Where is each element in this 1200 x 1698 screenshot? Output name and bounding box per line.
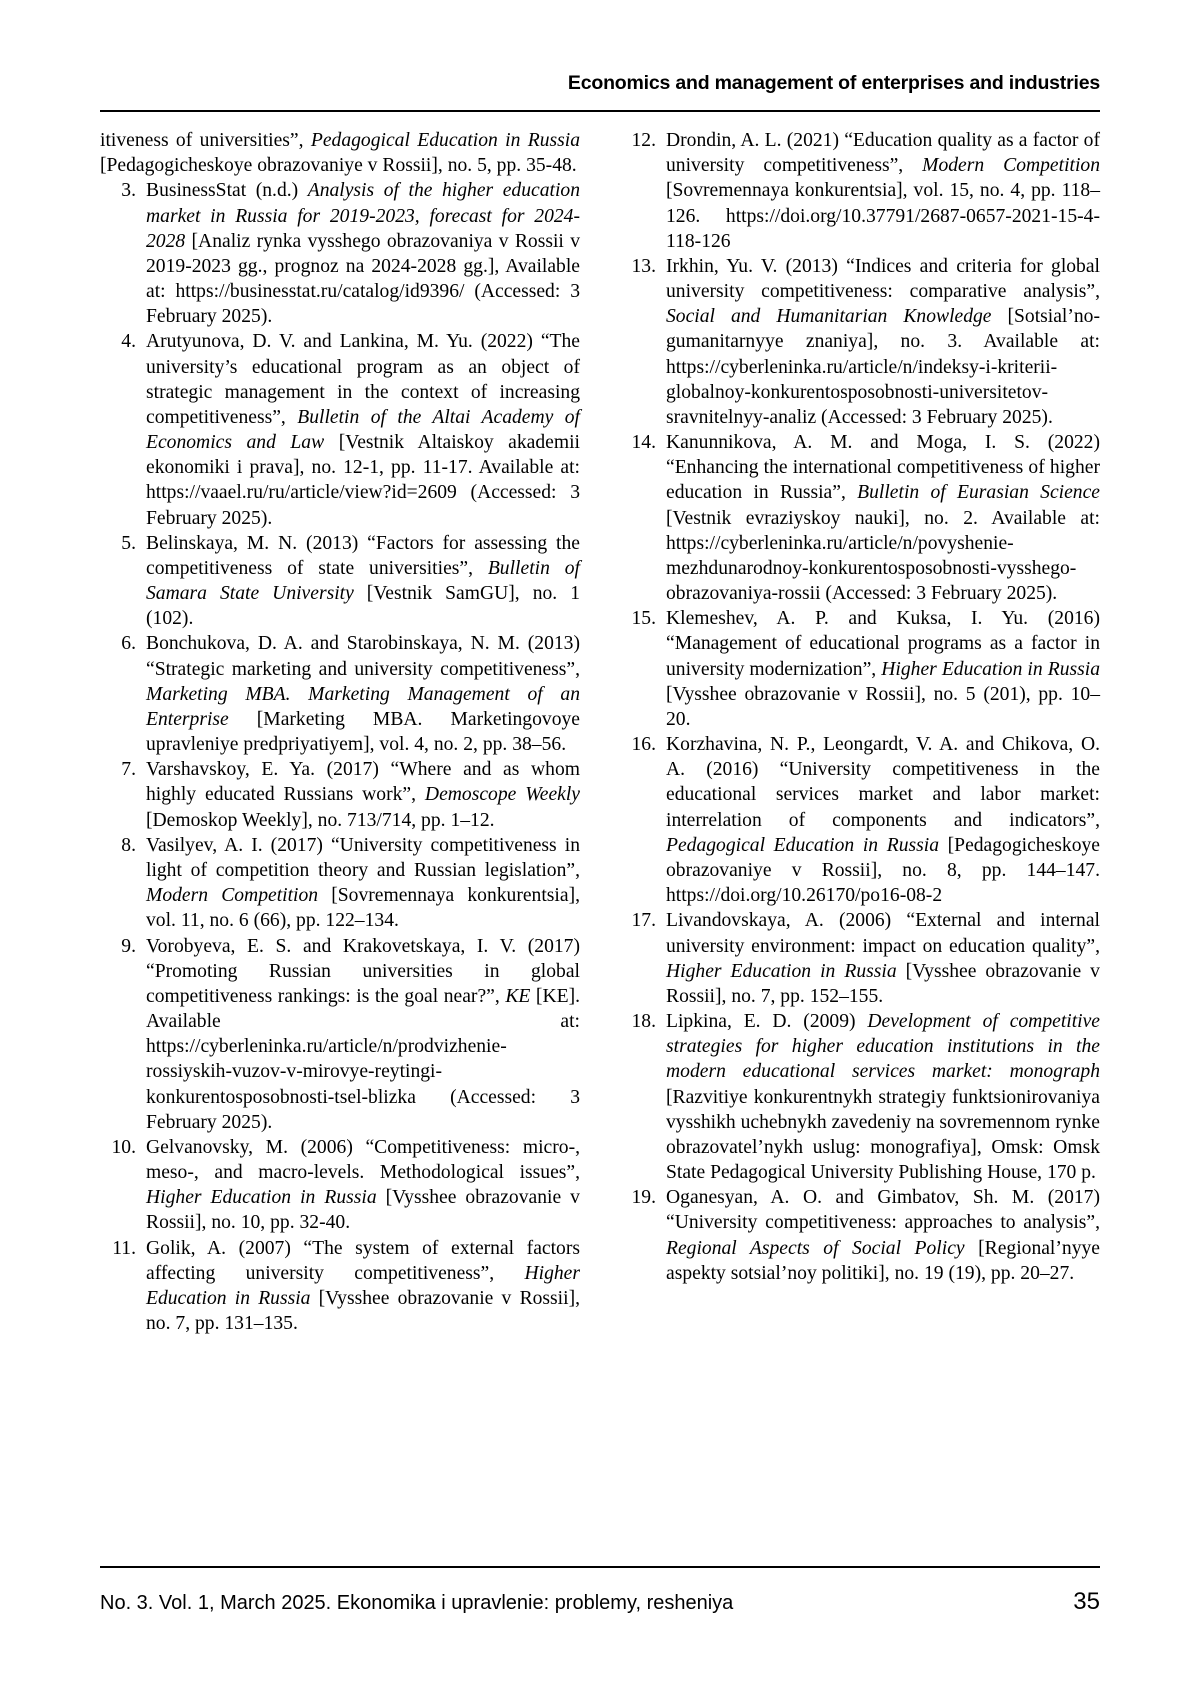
reference-number: 4. bbox=[121, 331, 136, 353]
reference-text-1: Drondin, A. L. (2021) “Education quality as a factor of university competitiveness”, bbox=[666, 130, 1100, 177]
reference-text-2: [Sotsial’no-gumanitarnyye znaniya], no. 3. Available at: https://cyberleninka.ru/article/n/indeksy-i-kriterii-globalnoy-konkurentosposobnosti-universitetov-sravnitelnyy-analiz (Accessed: 3 February 2025). bbox=[666, 306, 1100, 428]
reference-item bbox=[100, 329, 580, 530]
reference-text-1: Lipkina, E. D. (2009) bbox=[666, 1011, 868, 1033]
reference-text-1: Vasilyev, A. I. (2017) “University competitiveness in light of competition theory and Russian legislation”, bbox=[146, 834, 580, 881]
reference-italic-1: Modern Competition bbox=[146, 885, 319, 907]
running-footer bbox=[100, 1588, 1100, 1616]
reference-item bbox=[620, 254, 1100, 430]
reference-italic-1: Higher Education in Russia bbox=[146, 1262, 580, 1309]
reference-item bbox=[620, 1185, 1100, 1286]
reference-text-2: [Vestnik Altaiskoy akademii ekonomiki i prava], no. 12-1, pp. 11-17. Available at: https://vaael.ru/ru/article/view?id=2609 (Accessed: 3 February 2025). bbox=[146, 432, 580, 529]
reference-italic-1: Higher Education in Russia bbox=[146, 1187, 377, 1209]
reference-italic-1: Analysis of the higher education market in Russia for 2019-2023, forecast for 2024-2028 bbox=[146, 180, 580, 252]
reference-item bbox=[100, 1135, 580, 1236]
reference-italic-1: Demoscope Weekly bbox=[424, 784, 580, 806]
continued-text-2: [Pedagogicheskoye obrazovaniye v Rossii], no. 5, pp. 35-48. bbox=[100, 155, 577, 177]
reference-text-1: Vorobyeva, E. S. and Krakovetskaya, I. V. (2017) “Promoting Russian universities in global competitiveness rankings: is the goal near?”, bbox=[146, 935, 580, 1007]
footer-rule bbox=[100, 1566, 1100, 1568]
reference-text-2: [Vysshee obrazovanie v Rossii], no. 10, pp. 32-40. bbox=[146, 1187, 580, 1234]
reference-italic-1: Pedagogical Education in Russia bbox=[666, 834, 939, 856]
reference-text-2: [Sovremennaya konkurentsia], vol. 15, no. 4, pp. 118–126. https://doi.org/10.37791/2687-0657-2021-15-4-118-126 bbox=[666, 180, 1100, 252]
reference-number: 15. bbox=[631, 608, 656, 630]
reference-text-1: Belinskaya, M. N. (2013) “Factors for assessing the competitiveness of state universities”, bbox=[146, 532, 580, 579]
reference-text-2: [Razvitiye konkurentnykh strategiy funktsionirovaniya vysshikh uchebnykh zavedeniy na sovremennom rynke obrazovatel’nykh uslug: monografiya], Omsk: Omsk State Pedagogical University Publishing House, 170 p. bbox=[666, 1086, 1100, 1184]
reference-number: 16. bbox=[631, 734, 656, 756]
reference-item bbox=[620, 1009, 1100, 1185]
reference-text-2: [Vestnik SamGU], no. 1 (102). bbox=[146, 583, 581, 630]
reference-text-1: Livandovskaya, A. (2006) “External and internal university environment: impact on education quality”, bbox=[666, 910, 1100, 957]
reference-text-2: [Sovremennaya konkurentsia], vol. 11, no. 6 (66), pp. 122–134. bbox=[146, 885, 580, 932]
reference-text-1: Irkhin, Yu. V. (2013) “Indices and criteria for global university competitiveness: comparative analysis”, bbox=[666, 255, 1100, 303]
reference-text-1: Kanunnikova, A. M. and Moga, I. S. (2022) “Enhancing the international competitiveness of higher education in Russia”, bbox=[666, 432, 1100, 504]
reference-list-right bbox=[620, 128, 1100, 1286]
reference-item bbox=[620, 128, 1100, 254]
right-column bbox=[620, 128, 1100, 1336]
reference-italic-1: KE bbox=[505, 985, 531, 1007]
reference-number: 8. bbox=[121, 834, 136, 856]
reference-item bbox=[620, 606, 1100, 732]
reference-item bbox=[100, 833, 580, 934]
reference-italic-1: Bulletin of the Altai Academy of Economics and Law bbox=[146, 406, 581, 454]
reference-number: 14. bbox=[631, 432, 656, 454]
reference-number: 13. bbox=[631, 255, 656, 277]
reference-text-2: [Vysshee obrazovanie v Rossii], no. 7, pp. 131–135. bbox=[146, 1287, 580, 1335]
reference-item bbox=[100, 1236, 580, 1337]
reference-text-1: Gelvanovsky, M. (2006) “Competitiveness: micro-, meso-, and macro-levels. Methodological issues”, bbox=[146, 1136, 580, 1184]
reference-italic-1: Regional Aspects of Social Policy bbox=[666, 1237, 965, 1259]
reference-number: 3. bbox=[121, 180, 136, 202]
reference-text-2: [Vestnik evraziyskoy nauki], no. 2. Available at: https://cyberleninka.ru/article/n/povyshenie-mezhdunarodnoy-konkurentosposobnosti-vysshego-obrazovaniya-rossii (Accessed: 3 February 2025). bbox=[666, 507, 1100, 605]
reference-text-2: [KE]. Available at: https://cyberleninka.ru/article/n/prodvizhenie-rossiyskih-vuzov-v-mirovye-reytingi-konkurentosposobnosti-tsel-blizka (Accessed: 3 February 2025). bbox=[146, 985, 580, 1133]
footer-citation: No. 3. Vol. 1, March 2025. Ekonomika i upravlenie: problemy, resheniya bbox=[100, 1592, 734, 1614]
reference-number: 5. bbox=[121, 532, 136, 554]
reference-italic-1: Modern Competition bbox=[922, 155, 1100, 177]
reference-italic-1: Marketing MBA. Marketing Management of an Enterprise bbox=[146, 683, 580, 730]
reference-italic-1: Bulletin of Eurasian Science bbox=[857, 482, 1100, 504]
reference-number: 6. bbox=[121, 633, 136, 655]
continued-reference bbox=[100, 128, 580, 178]
reference-number: 10. bbox=[111, 1136, 136, 1158]
reference-text-1: Oganesyan, A. O. and Gimbatov, Sh. M. (2017) “University competitiveness: approaches to analysis”, bbox=[666, 1187, 1100, 1234]
reference-item bbox=[100, 631, 580, 757]
reference-item bbox=[100, 531, 580, 632]
reference-italic-1: Higher Education in Russia bbox=[881, 658, 1100, 680]
reference-italic-1: Development of competitive strategies for higher education institutions in the modern educational services market: monograph bbox=[666, 1011, 1100, 1083]
reference-italic-1: Social and Humanitarian Knowledge bbox=[666, 306, 992, 328]
reference-item bbox=[620, 430, 1100, 606]
reference-number: 18. bbox=[631, 1011, 656, 1033]
reference-number: 12. bbox=[631, 130, 656, 151]
reference-text-2: [Marketing MBA. Marketingovoye upravleniye predpriyatiyem], vol. 4, no. 2, pp. 38–56. bbox=[146, 708, 580, 756]
reference-text-1: Korzhavina, N. P., Leongardt, V. A. and Chikova, O. A. (2016) “University competitiveness in the educational services market and labor market: interrelation of components and indicators”, bbox=[666, 734, 1100, 831]
reference-text-2: [Vysshee obrazovanie v Rossii], no. 7, pp. 152–155. bbox=[666, 960, 1100, 1007]
reference-text-2: [Regional’nyye aspekty sotsial’noy politiki], no. 19 (19), pp. 20–27. bbox=[666, 1237, 1100, 1284]
reference-number: 19. bbox=[631, 1187, 656, 1209]
reference-italic-1: Higher Education in Russia bbox=[666, 960, 897, 982]
two-column-body bbox=[100, 128, 1100, 1336]
continued-text-1: itiveness of universities”, bbox=[100, 130, 311, 151]
reference-text-2: [Pedagogicheskoye obrazovaniye v Rossii], no. 8, pp. 144–147. https://doi.org/10.26170/po16-08-2 bbox=[666, 834, 1100, 907]
reference-number: 7. bbox=[121, 759, 136, 781]
reference-number: 9. bbox=[121, 935, 136, 957]
reference-text-2: [Vysshee obrazovanie v Rossii], no. 5 (201), pp. 10–20. bbox=[666, 683, 1100, 730]
reference-text-1: Klemeshev, A. P. and Kuksa, I. Yu. (2016) “Management of educational programs as a factor in university modernization”, bbox=[666, 608, 1100, 680]
running-header: Economics and management of enterprises and industries bbox=[567, 72, 1100, 94]
reference-item bbox=[100, 178, 580, 329]
reference-text-1: Arutyunova, D. V. and Lankina, M. Yu. (2022) “The university’s educational program as an object of strategic management in the context of increasing competitiveness”, bbox=[146, 331, 580, 428]
reference-item bbox=[100, 934, 580, 1135]
reference-number: 17. bbox=[631, 910, 656, 932]
continued-italic-1: Pedagogical Education in Russia bbox=[310, 130, 580, 151]
left-column bbox=[100, 128, 580, 1336]
reference-item bbox=[620, 908, 1100, 1009]
reference-text-1: BusinessStat (n.d.) bbox=[146, 180, 308, 202]
page-number: 35 bbox=[1073, 1588, 1100, 1615]
reference-text-2: [Demoskop Weekly], no. 713/714, pp. 1–12. bbox=[146, 809, 495, 831]
reference-italic-1: Bulletin of Samara State University bbox=[146, 557, 580, 605]
reference-text-1: Bonchukova, D. A. and Starobinskaya, N. M. (2013) “Strategic marketing and university competitiveness”, bbox=[146, 633, 580, 680]
reference-item bbox=[100, 757, 580, 833]
reference-text-1: Golik, A. (2007) “The system of external factors affecting university competitiveness”, bbox=[146, 1237, 580, 1284]
reference-list-left bbox=[100, 178, 580, 1336]
header-rule bbox=[100, 110, 1100, 112]
reference-text-1: Varshavskoy, E. Ya. (2017) “Where and as whom highly educated Russians work”, bbox=[146, 759, 580, 806]
reference-item bbox=[620, 732, 1100, 908]
reference-number: 11. bbox=[112, 1237, 136, 1259]
reference-text-2: [Analiz rynka vysshego obrazovaniya v Rossii v 2019-2023 gg., prognoz na 2024-2028 gg.], Available at: https://businesstat.ru/catalog/id9396/ (Accessed: 3 February 2025). bbox=[146, 230, 580, 328]
